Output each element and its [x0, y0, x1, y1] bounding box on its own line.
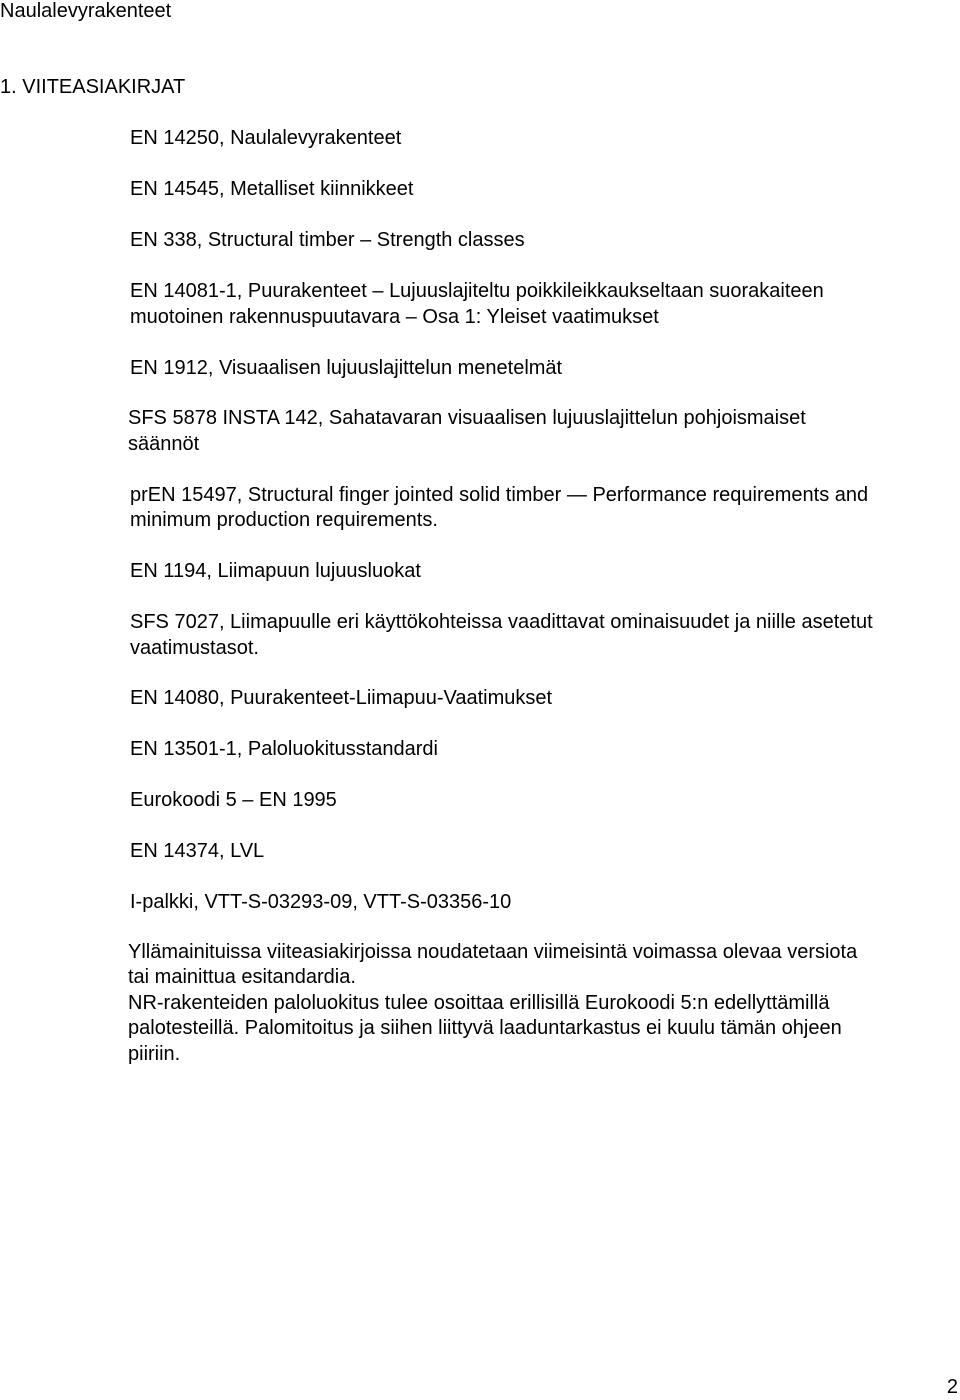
note-line: piiriin. — [128, 1043, 181, 1065]
reference-item: EN 14374, LVL — [130, 840, 265, 862]
note-line: NR-rakenteiden paloluokitus tulee osoittaa erillisillä Eurokoodi 5:n edellyttämillä — [128, 992, 830, 1014]
section-heading: 1. VIITEASIAKIRJAT — [0, 76, 186, 98]
reference-item: EN 1194, Liimapuun lujuusluokat — [130, 560, 421, 582]
reference-item: EN 338, Structural timber – Strength classes — [130, 229, 525, 251]
reference-item: EN 14250, Naulalevyrakenteet — [130, 127, 402, 149]
reference-item: EN 14080, Puurakenteet-Liimapuu-Vaatimukset — [130, 687, 553, 709]
page-header-title: Naulalevyrakenteet — [0, 0, 172, 22]
page-number: 2 — [946, 1376, 958, 1398]
note-line: tai mainittua esitandardia. — [128, 966, 356, 988]
reference-item: I-palkki, VTT-S-03293-09, VTT-S-03356-10 — [130, 891, 512, 913]
reference-item: prEN 15497, Structural finger jointed solid timber — Performance requirements and — [130, 484, 869, 506]
reference-item-continued: minimum production requirements. — [130, 509, 438, 531]
reference-item: EN 1912, Visuaalisen lujuuslajittelun menetelmät — [130, 357, 563, 379]
note-line: palotesteillä. Palomitoitus ja siihen liittyvä laaduntarkastus ei kuulu tämän ohjeen — [128, 1017, 842, 1039]
note-line: Yllämainituissa viiteasiakirjoissa noudatetaan viimeisintä voimassa olevaa versiota — [128, 941, 858, 963]
reference-item-continued: vaatimustasot. — [130, 637, 259, 659]
reference-item: EN 14081-1, Puurakenteet – Lujuuslajiteltu poikkileikkaukseltaan suorakaiteen — [130, 280, 824, 302]
reference-item: EN 13501-1, Paloluokitusstandardi — [130, 738, 438, 760]
reference-item: EN 14545, Metalliset kiinnikkeet — [130, 178, 414, 200]
reference-item-continued: muotoinen rakennuspuutavara – Osa 1: Yleiset vaatimukset — [130, 306, 659, 328]
reference-item: Eurokoodi 5 – EN 1995 — [130, 789, 337, 811]
reference-item: SFS 7027, Liimapuulle eri käyttökohteissa vaadittavat ominaisuudet ja niille asetetut — [130, 611, 873, 633]
reference-item: SFS 5878 INSTA 142, Sahatavaran visuaalisen lujuuslajittelun pohjoismaiset — [128, 407, 806, 429]
reference-item-continued: säännöt — [128, 433, 200, 455]
